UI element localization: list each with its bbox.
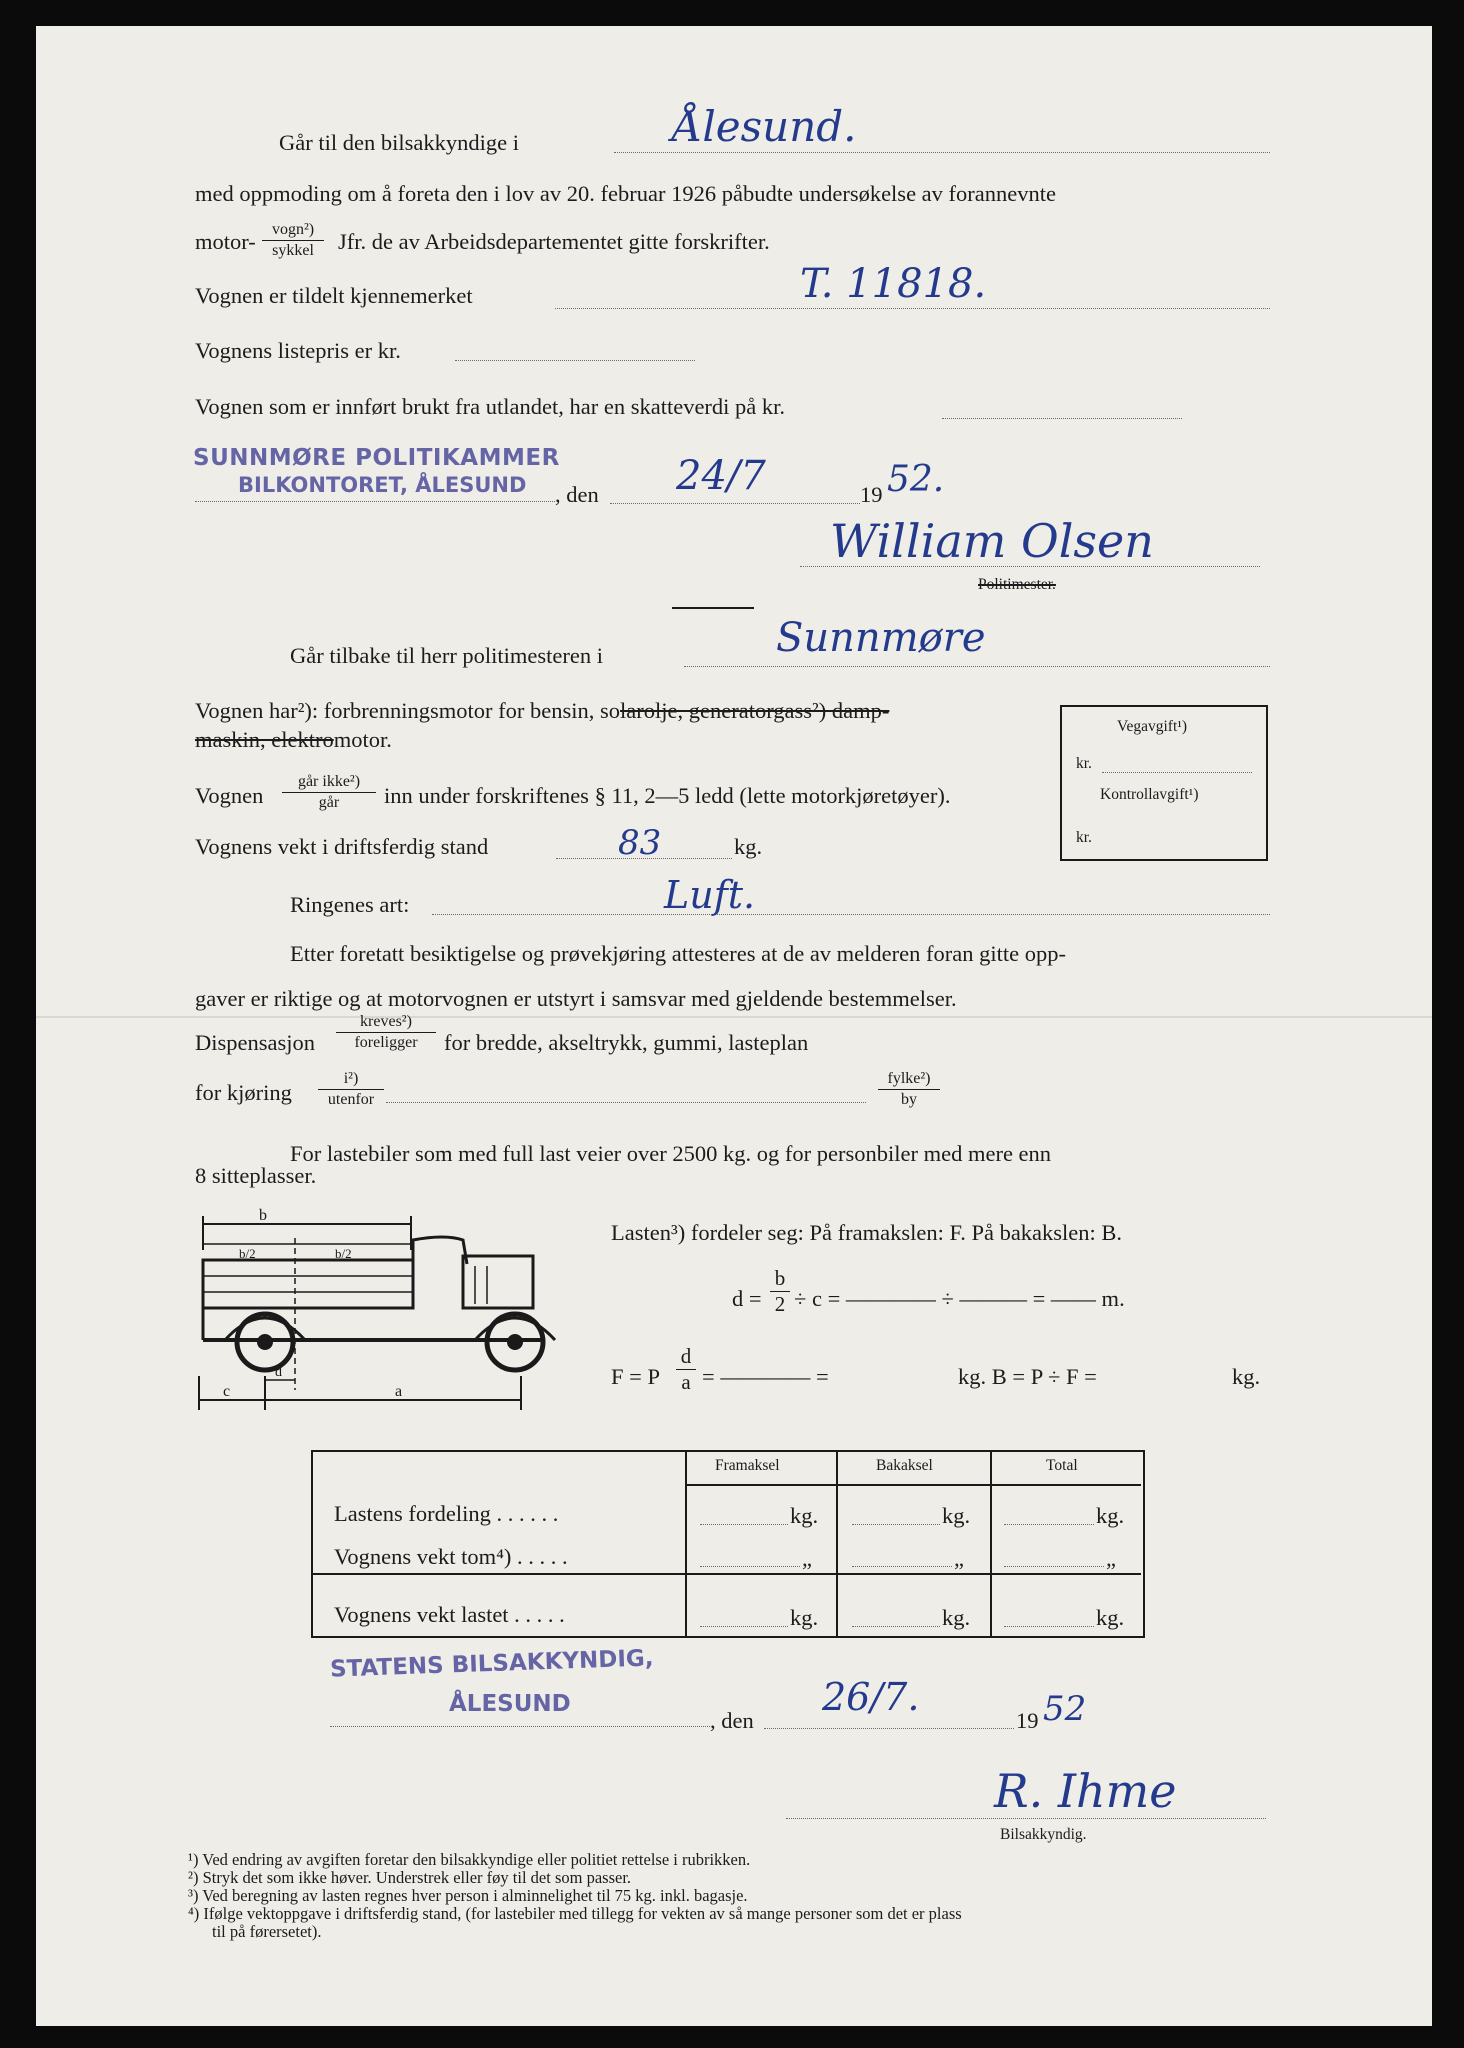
handwritten-return-to: Sunnmøre: [776, 615, 986, 661]
import-value-line: [942, 418, 1182, 419]
footnote-4: ⁴) Ifølge vektoppgave i driftsferdig stand, (for lastebiler med tillegg for vekten av så mange personer som det er plass: [188, 1904, 962, 1923]
handwritten-year2: 52: [1043, 1689, 1087, 1729]
label-b-half-1: b/2: [239, 1246, 256, 1261]
table-cell-line: [1004, 1626, 1094, 1627]
truck-bed: [203, 1260, 413, 1308]
label-b: b: [259, 1207, 267, 1224]
engine-struck-2: maskin, elektro: [195, 727, 334, 752]
reg-line: [555, 308, 1270, 309]
fylke-frac-bot: by: [901, 1091, 917, 1108]
engine-text-b: motor.: [333, 727, 392, 752]
motor-fraction: [262, 222, 324, 259]
table-cell-line: [700, 1524, 788, 1525]
signature-bilsakkyndig: R. Ihme: [994, 1764, 1177, 1818]
label-a: a: [395, 1383, 403, 1400]
city-line: [614, 152, 1270, 153]
return-line: [684, 666, 1270, 667]
frac-b: b: [770, 1268, 790, 1292]
table-cell-line: [852, 1566, 952, 1567]
disp-frac-bot: foreligger: [354, 1034, 418, 1051]
bilsakkyndig-label: Bilsakkyndig.: [1000, 1826, 1087, 1843]
table-header-framaksel: Framaksel: [715, 1457, 780, 1474]
tire-label: Ringenes art:: [290, 892, 410, 917]
formula-d-right: ÷ c = ———— ÷ ——— = —— m.: [794, 1286, 1125, 1311]
place-line: [195, 501, 555, 502]
label-d: d: [275, 1365, 282, 1380]
d-over-a: [676, 1346, 696, 1393]
table-row-divider: [313, 1573, 1141, 1575]
vegavgift-line: [1102, 772, 1252, 773]
table-col-divider: [990, 1452, 992, 1636]
date-line-2: [764, 1728, 1014, 1729]
engine-label-start: [195, 700, 889, 723]
place-line-2: [330, 1726, 710, 1727]
footnote-2: ²) Stryk det som ikke høver. Understrek eller føy til det som passer.: [188, 1868, 632, 1887]
dispensasjon-label: Dispensasjon: [195, 1030, 315, 1055]
table-header-divider: [685, 1484, 1141, 1486]
table-cell-line: [1004, 1566, 1104, 1567]
handwritten-date2: 26/7.: [822, 1675, 920, 1719]
table-col-divider: [836, 1452, 838, 1636]
table-cell-unit: kg.: [942, 1503, 971, 1528]
statens-stamp-line1: STATENS BILSAKKYNDIG,: [329, 1645, 654, 1683]
formula-f-right: = ———— =: [702, 1364, 829, 1389]
table-header-total: Total: [1046, 1457, 1078, 1474]
signature-line-2: [786, 1818, 1266, 1819]
kjoring-line: [386, 1102, 866, 1103]
frac-2: 2: [774, 1292, 786, 1316]
formula-f-left: F = P: [611, 1364, 660, 1389]
b-over-2: [770, 1268, 790, 1315]
frac-a: a: [681, 1370, 691, 1394]
gar-frac-bot: går: [318, 794, 340, 811]
header-line1: Går til den bilsakkyndige i: [279, 130, 519, 155]
truck-cab: [413, 1237, 467, 1264]
handwritten-year1: 52.: [887, 459, 945, 500]
front-hub: [507, 1334, 523, 1350]
statens-stamp-line2: ÅLESUND: [449, 1691, 571, 1717]
fylke-fraction: [878, 1071, 940, 1108]
truck-hood: [463, 1256, 533, 1308]
engine-text-a: Vognen har²): forbrenningsmotor for bensin, so: [195, 698, 621, 723]
table-cell-unit: kg.: [1096, 1503, 1125, 1528]
handwritten-city: Ålesund.: [672, 102, 857, 151]
gar-frac-top: går ikke²): [282, 774, 376, 793]
engine-struck-1: larolje, generatorgass²) damp-: [620, 698, 890, 723]
weight-label: Vognens vekt i driftsferdig stand: [195, 834, 489, 859]
police-stamp-line2: BILKONTORET, ÅLESUND: [238, 473, 527, 497]
engine-label-end: [195, 729, 392, 752]
attest-line2: gaver er riktige og at motorvognen er utstyrt i samsvar med gjeldende bestemmelser.: [195, 986, 957, 1011]
footnote-3: ³) Ved beregning av lasten regnes hver person i alminnelighet til 75 kg. inkl. bagasje.: [188, 1886, 748, 1905]
disp-frac-top: kreves²): [336, 1014, 436, 1033]
truck-diagram: [195, 1200, 575, 1420]
table-cell-unit: kg.: [790, 1503, 819, 1528]
formula-f-kg: kg. B = P ÷ F =: [958, 1364, 1097, 1389]
reg-label: Vognen er tildelt kjennemerket: [195, 283, 473, 308]
rear-hub: [257, 1334, 273, 1350]
police-stamp-line1: SUNNMØRE POLITIKAMMER: [193, 445, 560, 471]
table-cell-line: [852, 1524, 940, 1525]
footnote-4-cont: til på førersetet).: [212, 1922, 322, 1941]
weight-unit: kg.: [734, 834, 763, 859]
motor-frac-bot: sykkel: [272, 242, 314, 259]
gar-suffix: inn under forskriftenes § 11, 2—5 ledd (lette motorkjøretøyer).: [384, 783, 951, 808]
gar-fraction: [282, 774, 376, 811]
date-line: [610, 503, 860, 504]
i-frac-bot: utenfor: [327, 1091, 375, 1108]
label-c: c: [223, 1383, 231, 1400]
table-cell-line: [852, 1626, 940, 1627]
signature-line: [800, 566, 1260, 567]
list-price-label: Vognens listepris er kr.: [195, 338, 401, 363]
kjoring-label: for kjøring: [195, 1080, 292, 1105]
i-frac-top: i²): [318, 1071, 384, 1090]
vognen-label: Vognen: [195, 783, 264, 808]
paper-fold: [36, 1016, 1432, 1018]
kontrollavgift-kr: kr.: [1076, 829, 1092, 846]
motor-prefix: motor-: [195, 229, 256, 254]
label-b-half-2: b/2: [335, 1246, 352, 1261]
handwritten-weight: 83: [618, 823, 662, 863]
table-row-label: Vognens vekt lastet . . . . .: [334, 1602, 565, 1627]
table-cell-unit: kg.: [1096, 1605, 1125, 1630]
formula-d-left: d =: [732, 1286, 762, 1311]
table-header-bakaksel: Bakaksel: [876, 1457, 933, 1474]
table-cell-unit: „: [802, 1546, 812, 1571]
table-row-label: Lastens fordeling . . . . . .: [334, 1501, 559, 1526]
motor-suffix: Jfr. de av Arbeidsdepartementet gitte forskrifter.: [338, 229, 770, 254]
politimester-label: Politimester.: [978, 576, 1056, 593]
import-label: Vognen som er innført brukt fra utlandet, har en skatteverdi på kr.: [195, 394, 786, 419]
formula-f-end: kg.: [1232, 1364, 1261, 1389]
table-cell-line: [700, 1626, 788, 1627]
table-cell-line: [1004, 1524, 1094, 1525]
kontrollavgift-label: Kontrollavgift¹): [1100, 786, 1199, 803]
footnote-1: ¹) Ved endring av avgiften foretar den bilsakkyndige eller politiet rettelse i rubrikken.: [188, 1850, 751, 1869]
year-prefix-2: 19: [1016, 1708, 1039, 1733]
lasten-line: Lasten³) fordeler seg: På framakslen: F. På bakakslen: B.: [611, 1220, 1123, 1245]
handwritten-tire-type: Luft.: [664, 873, 756, 917]
signature-politimester: William Olsen: [830, 514, 1154, 568]
section-divider: [672, 607, 754, 609]
i-fraction: [318, 1071, 384, 1108]
table-col-divider: [685, 1452, 687, 1636]
vegavgift-label: Vegavgift¹): [1117, 718, 1188, 735]
disp-fraction: [336, 1014, 436, 1051]
lastebil-line2: 8 sitteplasser.: [195, 1163, 317, 1188]
handwritten-date1: 24/7: [676, 453, 766, 499]
list-price-line: [455, 360, 695, 361]
attest-line1: Etter foretatt besiktigelse og prøvekjøring attesteres at de av melderen foran gitte opp-: [290, 941, 1066, 966]
header-line2: med oppmoding om å foreta den i lov av 20. februar 1926 påbudte undersøkelse av forannevnte: [195, 181, 1056, 206]
year-prefix: 19: [860, 482, 883, 507]
fylke-frac-top: fylke²): [878, 1071, 940, 1090]
table-cell-unit: kg.: [942, 1605, 971, 1630]
tire-line: [432, 914, 1270, 915]
table-cell-unit: „: [1106, 1546, 1116, 1571]
lastebil-line1: For lastebiler som med full last veier over 2500 kg. og for personbiler med mere enn: [290, 1141, 1052, 1166]
vegavgift-kr: kr.: [1076, 755, 1092, 772]
frac-d: d: [676, 1346, 696, 1370]
table-cell-line: [700, 1566, 800, 1567]
handwritten-reg-number: T. 11818.: [800, 261, 987, 307]
den-label: , den: [555, 482, 599, 507]
table-cell-unit: „: [954, 1546, 964, 1571]
den-label-2: , den: [710, 1708, 754, 1733]
return-label: Går tilbake til herr politimesteren i: [290, 643, 604, 668]
disp-suffix: for bredde, akseltrykk, gummi, lasteplan: [444, 1030, 809, 1055]
table-cell-unit: kg.: [790, 1605, 819, 1630]
motor-frac-top: vogn²): [262, 222, 324, 241]
table-row-label: Vognens vekt tom⁴) . . . . .: [334, 1544, 568, 1569]
